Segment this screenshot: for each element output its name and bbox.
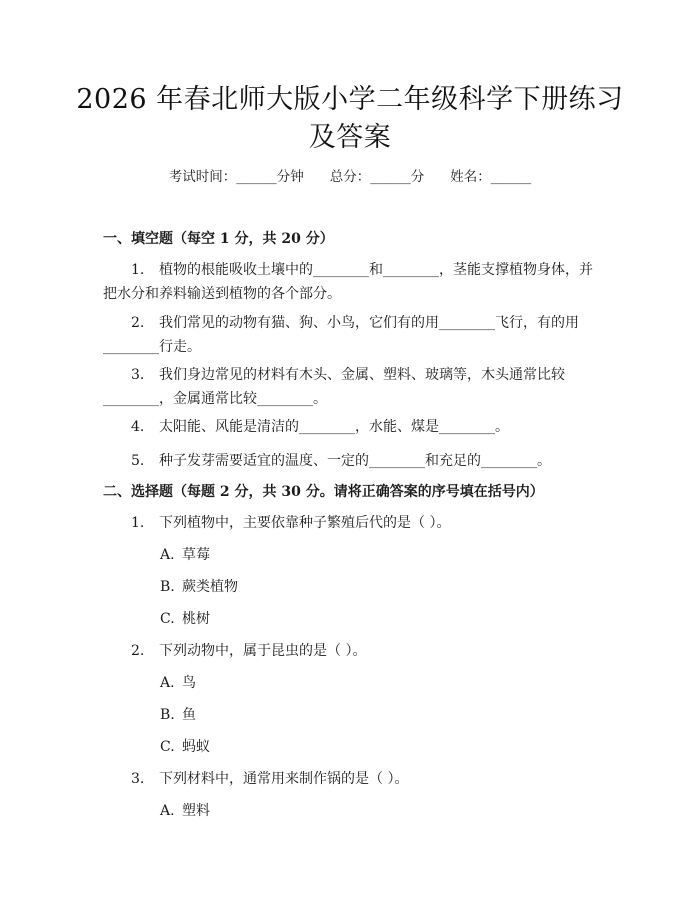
- question-text: 下列材料中，通常用来制作锅的是（ ）。: [159, 771, 409, 787]
- fill-question-3: [103, 363, 600, 411]
- section-heading-fill-in: 一、填空题（每空 1 分，共 20 分）: [103, 231, 334, 247]
- fill-question-1: [103, 258, 600, 306]
- question-number: 1.: [131, 262, 145, 278]
- option-text: 蕨类植物: [182, 579, 238, 595]
- choice-option: [160, 577, 238, 597]
- fill-question-2: [103, 311, 600, 359]
- choice-option: [160, 673, 196, 693]
- choice-question-3: [131, 769, 408, 789]
- choice-option: [160, 801, 210, 821]
- option-text: 桃树: [182, 611, 210, 627]
- question-text: 我们常见的动物有猫、狗、小鸟，它们有的用________飞行，有的用________行走。: [103, 315, 579, 355]
- option-text: 鸟: [182, 675, 196, 691]
- option-letter: B.: [160, 707, 175, 723]
- option-text: 塑料: [182, 803, 210, 819]
- option-letter: C.: [160, 739, 175, 755]
- option-letter: A.: [160, 675, 175, 691]
- question-text: 下列动物中，属于昆虫的是（ ）。: [159, 643, 367, 659]
- question-text: 植物的根能吸收土壤中的________和________，茎能支撑植物身体，并把水分和养料输送到植物的各个部分。: [103, 262, 593, 302]
- question-text: 我们身边常见的材料有木头、金属、塑料、玻璃等，木头通常比较________，金属通常比较________。: [103, 367, 565, 407]
- question-number: 4.: [131, 419, 145, 435]
- total-score-field: 总分：______分: [329, 169, 425, 185]
- option-letter: C.: [160, 611, 175, 627]
- question-number: 1.: [131, 515, 145, 531]
- choice-question-1: [131, 513, 450, 533]
- option-text: 蚂蚁: [182, 739, 210, 755]
- student-name-field: 姓名：______: [450, 169, 532, 185]
- question-text: 下列植物中，主要依靠种子繁殖后代的是（ ）。: [159, 515, 451, 531]
- question-text: 太阳能、风能是清洁的________，水能、煤是________。: [159, 419, 509, 435]
- page-title: 2026 年春北师大版小学二年级科学下册练习: [76, 84, 624, 115]
- question-number: 5.: [131, 453, 145, 469]
- page-title-continued: 及答案: [308, 122, 392, 153]
- question-number: 2.: [131, 315, 145, 331]
- option-text: 草莓: [182, 547, 210, 563]
- option-letter: A.: [160, 547, 175, 563]
- option-text: 鱼: [182, 707, 196, 723]
- option-letter: A.: [160, 803, 175, 819]
- fill-question-5: [131, 451, 551, 471]
- question-number: 2.: [131, 643, 145, 659]
- choice-option: [160, 737, 210, 757]
- option-letter: B.: [160, 579, 175, 595]
- choice-option: [160, 545, 210, 565]
- question-text: 种子发芽需要适宜的温度、一定的________和充足的________。: [159, 453, 551, 469]
- question-number: 3.: [131, 771, 145, 787]
- fill-question-4: [131, 417, 509, 437]
- exam-time-field: 考试时间：______分钟: [168, 169, 304, 185]
- exam-meta: [0, 167, 700, 187]
- choice-option: [160, 705, 196, 725]
- question-number: 3.: [131, 367, 145, 383]
- section-heading-multiple-choice: 二、选择题（每题 2 分，共 30 分。请将正确答案的序号填在括号内）: [103, 484, 544, 500]
- choice-question-2: [131, 641, 366, 661]
- choice-option: [160, 609, 210, 629]
